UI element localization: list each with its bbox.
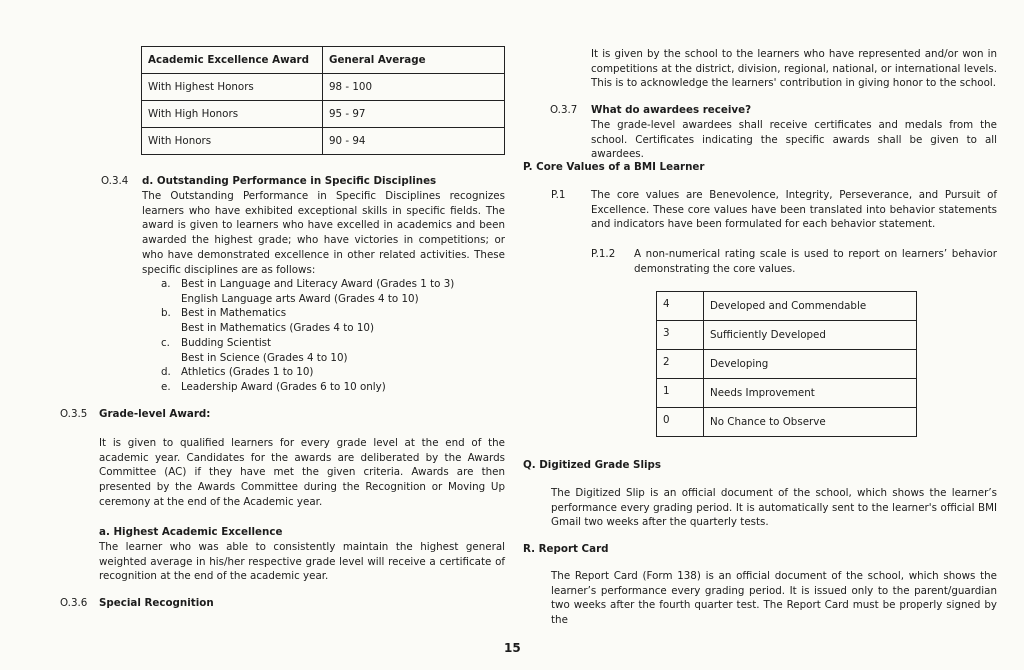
list-item-line: Budding Scientist [181, 336, 272, 349]
list-item [161, 380, 461, 395]
awards-table-cell: 98 - 100 [323, 74, 505, 101]
list-item [161, 306, 461, 335]
digitized-grade-slips-body: The Digitized Slip is an official document of the school, which shows the learner’s performance every grading period. It is automatically sent to the learner's official BMI Gmail two weeks after the quarterly tests. [551, 487, 997, 529]
section-body-o37: The grade-level awardees shall receive certificates and medals from the school. Certificates indicating the specific awards shall be given to all awardees. [591, 119, 997, 161]
rating-value: 1 [657, 379, 704, 408]
list-item-letter: c. [161, 336, 170, 349]
section-title-o36: Special Recognition [99, 597, 214, 609]
list-item-line: Athletics (Grades 1 to 10) [181, 366, 314, 379]
section-body-o35: It is given to qualified learners for every grade level at the end of the academic year. Candidates for the awards are deliberated by the Awards Committee (AC) if they have met the given criteria. Awards are then presented by the Awards Committee during the Recognition or Moving Up ceremony at the end of the Academic year. [99, 437, 505, 508]
section-number-o36: O.3.6 [60, 597, 88, 609]
section-body-p12: A non-numerical rating scale is used to report on learners’ behavior demonstrating the core values. [634, 248, 997, 275]
rating-value: 4 [657, 292, 704, 321]
section-title-o35: Grade-level Award: [99, 408, 211, 420]
awards-table-cell: With Highest Honors [142, 74, 323, 101]
section-number-o37: O.3.7 [550, 104, 578, 116]
awards-table-cell: With High Honors [142, 101, 323, 128]
section-number-p1: P.1 [551, 189, 566, 201]
rating-description: Developing [704, 350, 917, 379]
rating-description: Developed and Commendable [704, 292, 917, 321]
list-item-line: Best in Language and Literacy Award (Grades 1 to 3) [181, 278, 455, 290]
section-number-o34: O.3.4 [101, 175, 129, 187]
list-item-letter: d. [161, 366, 171, 379]
awards-table-header: Academic Excellence Award [142, 47, 323, 74]
rating-value: 0 [657, 408, 704, 437]
awards-table-cell: 90 - 94 [323, 128, 505, 155]
heading-report-card: R. Report Card [523, 543, 609, 555]
list-item [161, 277, 461, 306]
list-item [161, 336, 461, 365]
rating-value: 3 [657, 321, 704, 350]
list-item-line: Best in Science (Grades 4 to 10) [181, 351, 348, 364]
rating-scale-table [656, 291, 917, 437]
list-item [161, 365, 461, 380]
heading-digitized-grade-slips: Q. Digitized Grade Slips [523, 459, 662, 471]
rating-description: Sufficiently Developed [704, 321, 917, 350]
list-item-line: Best in Mathematics [181, 307, 287, 320]
section-title-o34: d. Outstanding Performance in Specific Disciplines [142, 175, 437, 187]
list-item-line: Best in Mathematics (Grades 4 to 10) [181, 322, 374, 335]
section-body-p1: The core values are Benevolence, Integrity, Perseverance, and Pursuit of Excellence. These core values have been translated into behavior statements and indicators have been formulated for each behavior statement. [591, 189, 997, 231]
section-number-p12: P.1.2 [591, 248, 616, 260]
list-item-letter: b. [161, 307, 171, 320]
rating-description: No Chance to Observe [704, 408, 917, 437]
list-item-line: English Language arts Award (Grades 4 to 10) [181, 292, 419, 305]
awards-table-header: General Average [323, 47, 505, 74]
list-item-line: Leadership Award (Grades 6 to 10 only) [181, 380, 386, 393]
page-number: 15 [504, 641, 521, 655]
list-item-letter: e. [161, 380, 171, 393]
section-title-o37: What do awardees receive? [591, 104, 752, 116]
rating-description: Needs Improvement [704, 379, 917, 408]
disciplines-list [161, 277, 461, 395]
section-body-o34: The Outstanding Performance in Specific Disciplines recognizes learners who have exhibited exceptional skills in specific fields. The award is given to learners who have excelled in academics and been awarded the highest grade; who have victories in competitions; or who have demonstrated excellence in other related activities. These specific disciplines are as follows: [142, 190, 505, 276]
subsection-body-highest-academic: The learner who was able to consistently maintain the highest general weighted average in his/her respective grade level will receive a certificate of recognition at the end of the academic year. [99, 541, 505, 583]
awards-table-cell: With Honors [142, 128, 323, 155]
list-item-letter: a. [161, 278, 171, 290]
section-number-o35: O.3.5 [60, 408, 88, 420]
report-card-body: The Report Card (Form 138) is an official document of the school, which shows the learner’s performance every grading period. It is issued only to the parent/guardian two weeks after the fourth quarter test. The Report Card must be properly signed by the [551, 570, 997, 627]
awards-table-cell: 95 - 97 [323, 101, 505, 128]
rating-value: 2 [657, 350, 704, 379]
awards-table [141, 46, 505, 155]
subsection-title-highest-academic: a. Highest Academic Excellence [99, 526, 283, 538]
special-recognition-body: It is given by the school to the learners who have represented and/or won in competitions at the district, division, regional, national, or international levels. This is to acknowledge the learners' contribution in giving honor to the school. [591, 48, 997, 90]
heading-core-values: P. Core Values of a BMI Learner [523, 161, 705, 173]
